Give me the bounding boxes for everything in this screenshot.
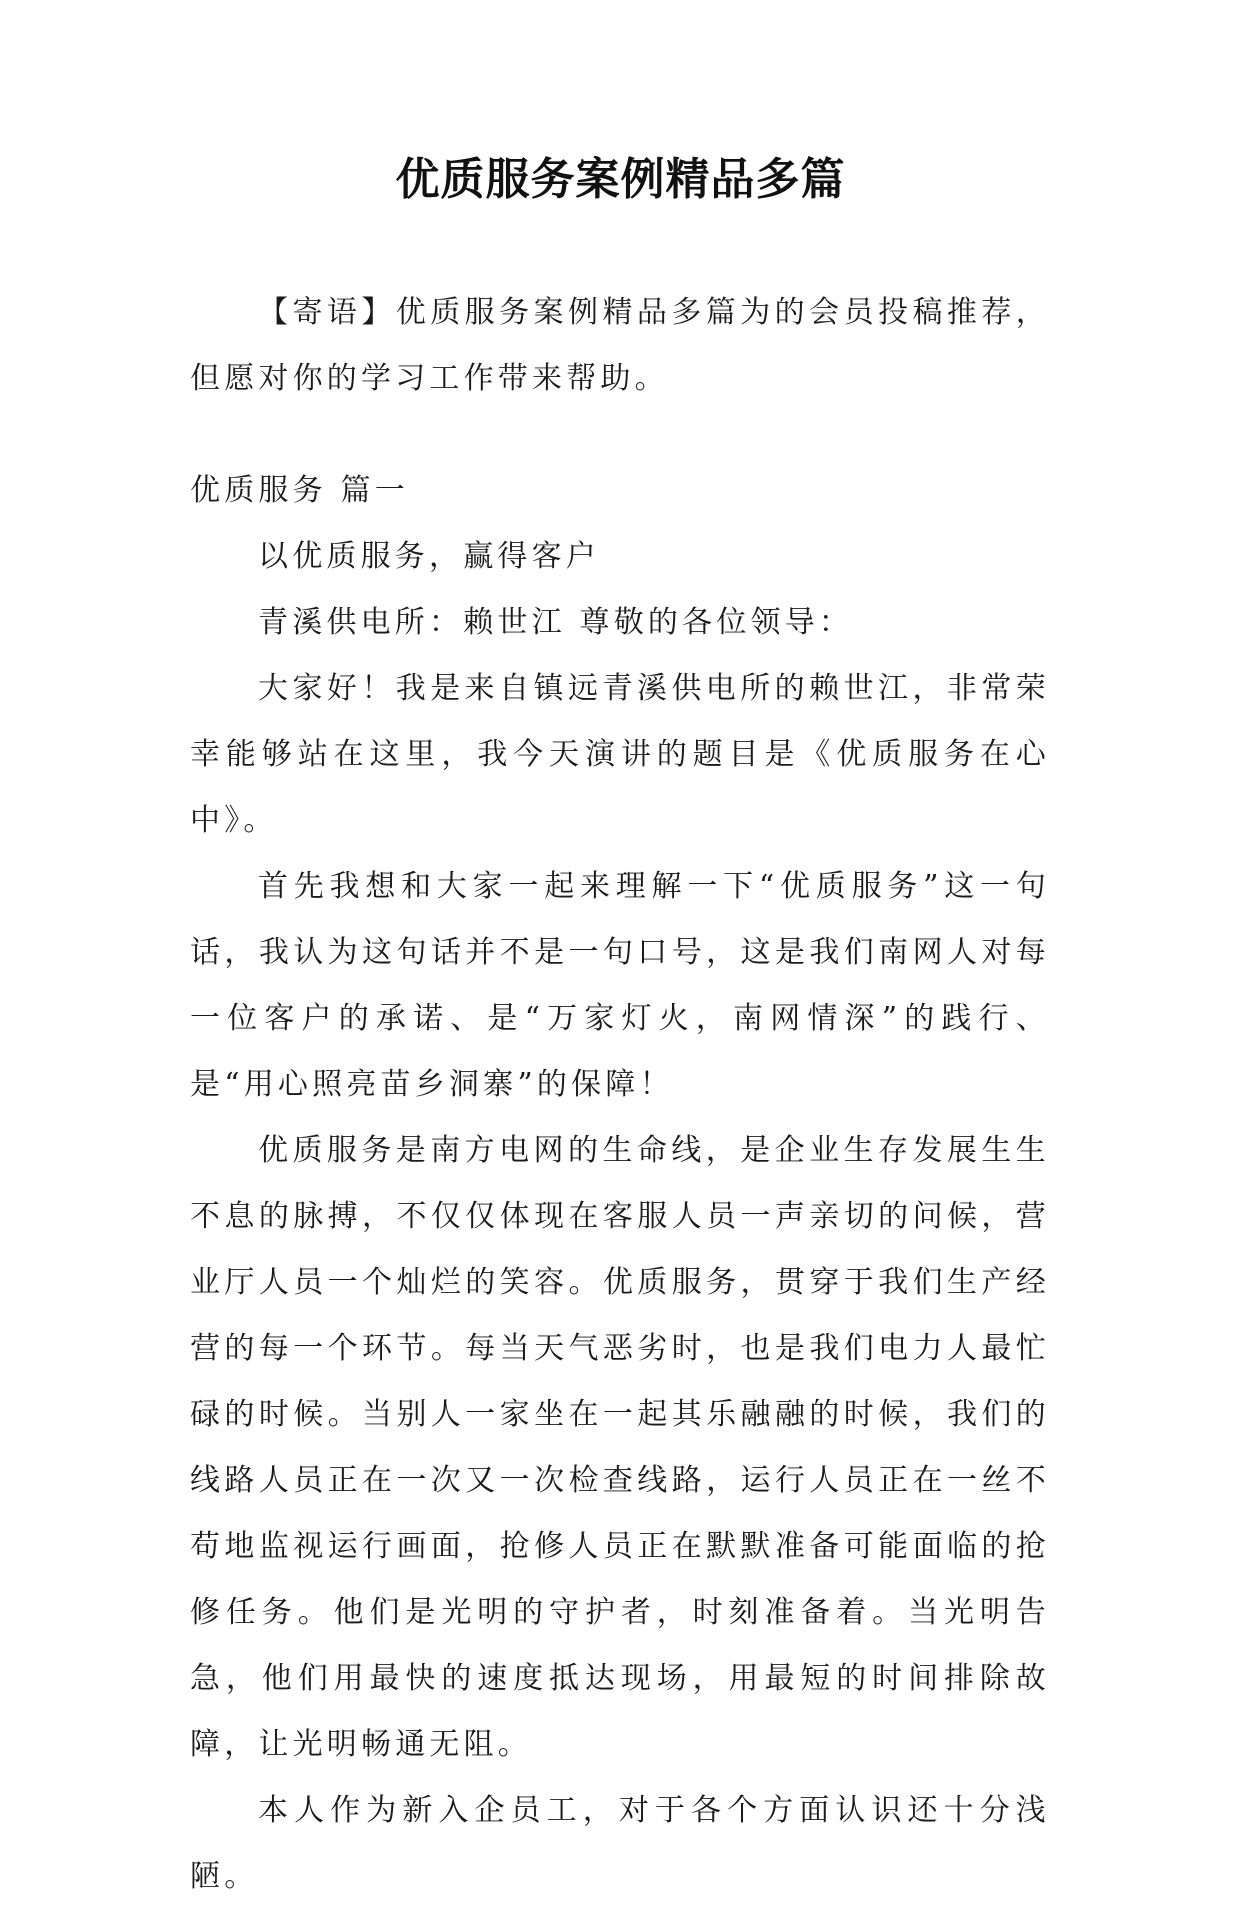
paragraph: 优质服务是南方电网的生命线，是企业生存发展生生不息的脉搏，不仅仅体现在客服人员一声亲切的问候，营业厅人员一个灿烂的笑容。优质服务，贯穿于我们生产经营的每一个环节。每当天气恶劣时，也是我们电力人最忙碌的时候。当别人一家坐在一起其乐融融的时候，我们的线路人员正在一次又一次检查线路，运行人员正在一丝不苟地监视运行画面，抢修人员正在默默准备可能面临的抢修任务。他们是光明的守护者，时刻准备着。当光明告急，他们用最快的速度抵达现场，用最短的时间排除故障，让光明畅通无阻。 bbox=[190, 1133, 1050, 1762]
document-title: 优质服务案例精品多篇 bbox=[395, 154, 846, 205]
paragraph: 首先我想和大家一起来理解一下“优质服务”这一句话，我认为这句话并不是一句口号，这是我们南网人对每一位客户的承诺、是“万家灯火，南网情深”的践行、是“用心照亮苗乡洞寨”的保障！ bbox=[190, 869, 1050, 1102]
paragraph: 本人作为新入企员工，对于各个方面认识还十分浅陋。 bbox=[190, 1793, 1050, 1894]
intro-paragraph: 【寄语】优质服务案例精品多篇为的会员投稿推荐，但愿对你的学习工作带来帮助。 bbox=[190, 295, 1050, 396]
article-body bbox=[190, 458, 1050, 1910]
paragraph: 大家好！我是来自镇远青溪供电所的赖世江，非常荣幸能够站在这里，我今天演讲的题目是《优质服务在心中》。 bbox=[190, 671, 1050, 838]
section-heading: 优质服务 篇一 bbox=[190, 473, 409, 508]
article-subtitle: 以优质服务，赢得客户 bbox=[258, 539, 600, 574]
speaker-line: 青溪供电所：赖世江 尊敬的各位领导： bbox=[258, 605, 854, 640]
intro-block bbox=[190, 280, 1050, 412]
